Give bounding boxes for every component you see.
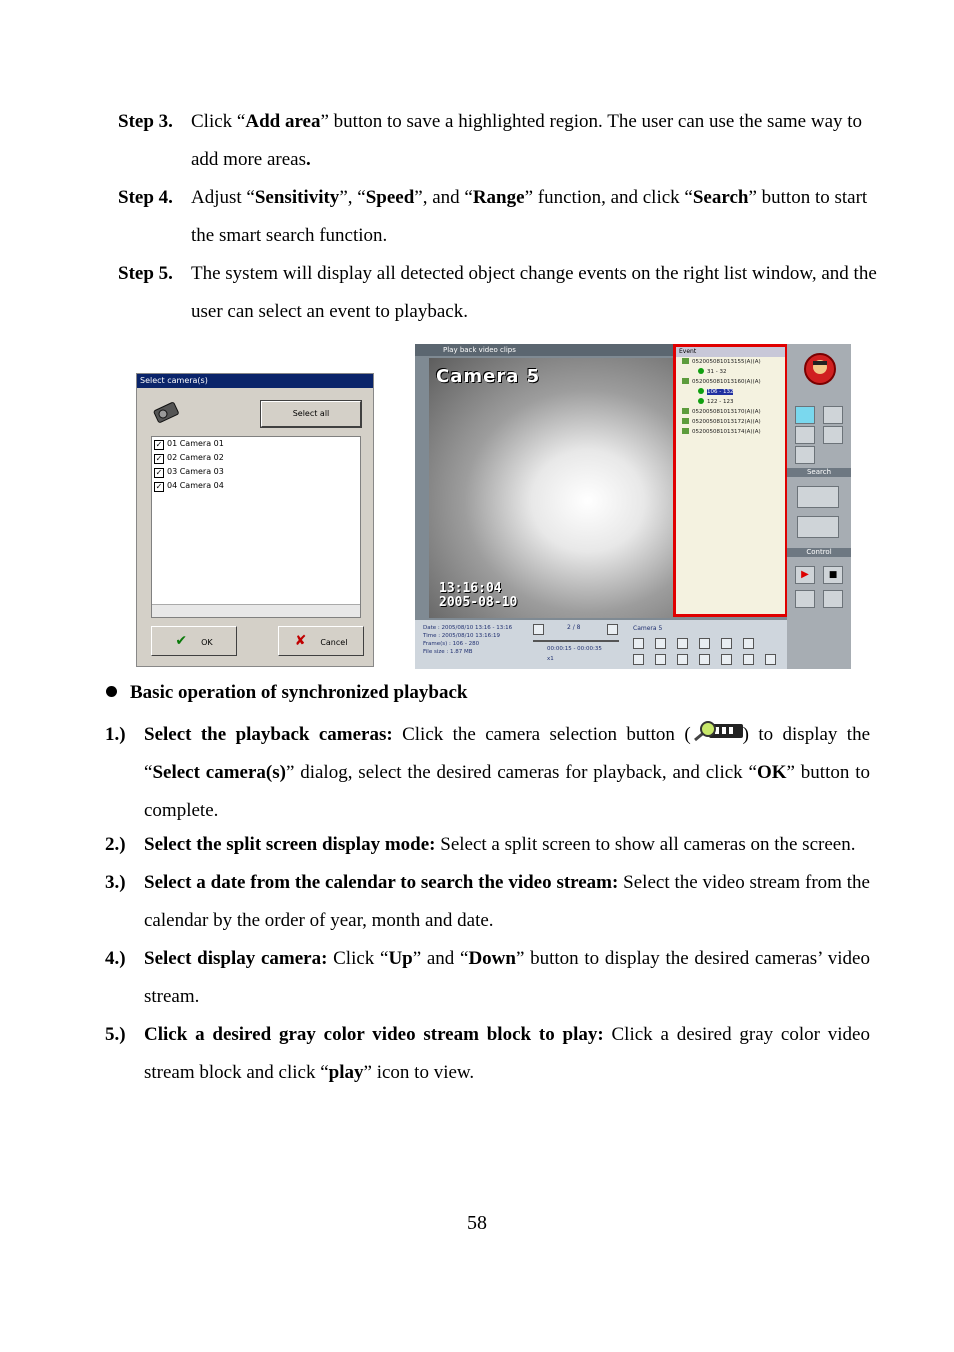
item-number: 2.)	[105, 834, 126, 855]
bullet-icon	[106, 686, 117, 697]
step-text: The system will display all detected object change events on the right list window, and the user can select an event to playback.	[191, 263, 877, 322]
clip-info: Date : 2005/08/10 13:16 - 13:16 Time : 2005/08/10 13:16:19 Frame(s) : 106 - 280 File size : 1.87 MB	[423, 625, 513, 655]
event-list-item[interactable]: 106 - 132	[676, 387, 785, 397]
folder-icon	[682, 418, 689, 424]
camera-label: Camera 5	[436, 366, 541, 387]
camera-list-item[interactable]: ✓ 02 Camera 02	[155, 453, 224, 463]
item-text: Select a date from the calendar to search the video stream: Select the video stream from the calendar by the order of year, month and date.	[144, 872, 870, 931]
bold-text: .	[306, 149, 311, 170]
quad-view-icon[interactable]	[823, 406, 843, 424]
exit-icon[interactable]	[765, 654, 776, 665]
event-dot-icon	[698, 388, 704, 394]
trash-icon[interactable]	[797, 516, 839, 538]
bold-text: Speed	[365, 187, 415, 208]
item-number: 3.)	[105, 872, 126, 893]
image-icon[interactable]	[699, 654, 710, 665]
stop-icon[interactable]: ■	[823, 566, 843, 584]
step-text: Adjust “Sensitivity”, “Speed”, and “Range” function, and click “Search” button to start the smart search function.	[191, 187, 868, 246]
list-item	[105, 864, 870, 940]
player-sidebar	[787, 344, 851, 669]
pause-icon[interactable]	[655, 638, 666, 649]
folder-icon	[682, 428, 689, 434]
item-text: Click a desired gray color video stream block to play: Click a desired gray color video stream block and click “play” icon to view.	[144, 1024, 870, 1083]
step-5	[118, 255, 878, 331]
event-list-item[interactable]: 052005081013174(A)(A)	[676, 427, 785, 437]
section-heading: Basic operation of synchronized playback	[106, 678, 467, 708]
camera-list	[151, 436, 361, 618]
zoom-in-icon[interactable]	[633, 654, 644, 665]
speed-label: x1	[547, 656, 554, 662]
item-number: 5.)	[105, 1024, 126, 1045]
step-4	[118, 179, 878, 255]
checkbox-checked-icon[interactable]: ✓	[155, 440, 163, 449]
event-list-item[interactable]: 052005081013155(A)(A)	[676, 357, 785, 367]
reverse-icon[interactable]	[699, 638, 710, 649]
zoom-out-icon[interactable]	[655, 654, 666, 665]
video-timestamp: 13:16:04 2005-08-10	[439, 581, 518, 610]
bold-text: Select a date from the calendar to search the video stream:	[144, 872, 619, 893]
camera-select-icon[interactable]	[797, 486, 839, 508]
checkbox-checked-icon[interactable]: ✓	[155, 468, 163, 477]
folder-icon	[682, 408, 689, 414]
bold-text: Add area	[245, 111, 321, 132]
step-label: Step 5.	[118, 263, 173, 284]
item-text: Select display camera: Click “Up” and “Down” button to display the desired cameras’ video stream.	[144, 948, 870, 1007]
camera-list-item[interactable]: ✓ 04 Camera 04	[155, 481, 224, 491]
split-9-view-icon[interactable]	[795, 426, 815, 444]
step-forward-icon[interactable]	[633, 638, 644, 649]
item-number: 4.)	[105, 948, 126, 969]
fast-forward-icon[interactable]	[743, 638, 754, 649]
list-item	[105, 716, 870, 830]
bold-text: play	[328, 1062, 364, 1083]
event-list-item[interactable]: 122 - 123	[676, 397, 785, 407]
rewind-icon[interactable]	[677, 638, 688, 649]
folder-icon	[682, 358, 689, 364]
playback-window-screenshot	[415, 344, 851, 669]
cancel-x-icon: ✘	[294, 633, 307, 649]
cancel-button[interactable]: ✘ Cancel	[278, 626, 364, 656]
camera-icon	[149, 398, 185, 426]
camera-list-item[interactable]: ✓ 01 Camera 01	[155, 439, 224, 449]
folder-icon	[682, 378, 689, 384]
timeline-slider[interactable]	[533, 640, 619, 642]
bold-text: Range	[472, 187, 525, 208]
list-item	[105, 826, 870, 864]
checkbox-checked-icon[interactable]: ✓	[155, 454, 163, 463]
control-section-label: Control	[787, 548, 851, 557]
event-dot-icon	[698, 398, 704, 404]
select-camera-dialog-screenshot	[136, 373, 374, 667]
item-number: 1.)	[105, 724, 126, 745]
event-list-header: Event	[676, 347, 785, 357]
time-range: 00:00:15 - 00:00:35	[547, 646, 602, 652]
step-3	[118, 103, 878, 179]
audio-icon[interactable]	[795, 590, 815, 608]
bold-text: Search	[692, 187, 749, 208]
event-list-item[interactable]: 31 - 32	[676, 367, 785, 377]
event-dot-icon	[698, 368, 704, 374]
item-text: Select the split screen display mode: Select a split screen to show all cameras on the screen.	[144, 834, 856, 855]
ok-button[interactable]: ✔ OK	[151, 626, 237, 656]
logo-icon	[803, 352, 837, 386]
video-frame	[429, 358, 685, 618]
camera-list-item[interactable]: ✓ 03 Camera 03	[155, 467, 224, 477]
checkmark-icon: ✔	[175, 633, 188, 649]
magnifier-icon[interactable]	[677, 654, 688, 665]
bold-text: Up	[388, 948, 413, 969]
previous-icon[interactable]	[533, 624, 544, 635]
calendar-icon[interactable]	[823, 590, 843, 608]
bold-text: Sensitivity	[254, 187, 340, 208]
snapshot-icon[interactable]	[721, 654, 732, 665]
event-list-panel	[673, 344, 788, 617]
step-text: Click “Add area” button to save a highlighted region. The user can use the same way to add more areas.	[191, 111, 863, 170]
bold-text: Select camera(s)	[152, 762, 286, 783]
bold-text: Select display camera:	[144, 948, 328, 969]
item-text: Select the playback cameras: Click the camera selection button ( ) to display the “Select camera(s)” dialog, select the desired cameras for playback, and click “OK” button to complete.	[105, 716, 870, 830]
bold-text: Select the playback cameras:	[144, 724, 393, 745]
checkbox-checked-icon[interactable]: ✓	[155, 482, 163, 491]
event-list-item[interactable]: 052005081013160(A)(A)	[676, 377, 785, 387]
list-item	[105, 1016, 870, 1092]
horizontal-scrollbar[interactable]	[152, 604, 360, 617]
play-icon[interactable]: ▶	[795, 566, 815, 584]
event-list	[676, 357, 785, 437]
print-icon[interactable]	[743, 654, 754, 665]
forward-icon[interactable]	[721, 638, 732, 649]
camera-info: Camera 5	[633, 625, 663, 632]
single-view-icon[interactable]	[795, 406, 815, 424]
bold-text: Click a desired gray color video stream block to play:	[144, 1024, 604, 1045]
bold-text: Select the split screen display mode:	[144, 834, 436, 855]
select-all-button[interactable]: Select all	[261, 401, 361, 427]
player-control-bar	[415, 620, 787, 669]
event-list-item[interactable]: 052005081013172(A)(A)	[676, 417, 785, 427]
dialog-title: Select camera(s)	[137, 374, 373, 388]
split-16-view-icon[interactable]	[823, 426, 843, 444]
bold-text: Down	[468, 948, 516, 969]
step-label: Step 4.	[118, 187, 173, 208]
grid-view-icon[interactable]	[795, 446, 815, 464]
frame-counter: 2 / 8	[567, 624, 581, 631]
event-list-item[interactable]: 052005081013170(A)(A)	[676, 407, 785, 417]
player-window-title: Play back video clips	[415, 344, 785, 356]
page-number: 58	[467, 1212, 487, 1234]
next-icon[interactable]	[607, 624, 618, 635]
search-section-label: Search	[787, 468, 851, 477]
bold-text: OK	[756, 762, 787, 783]
list-item	[105, 940, 870, 1016]
camera-select-icon	[691, 718, 743, 744]
step-label: Step 3.	[118, 111, 173, 132]
